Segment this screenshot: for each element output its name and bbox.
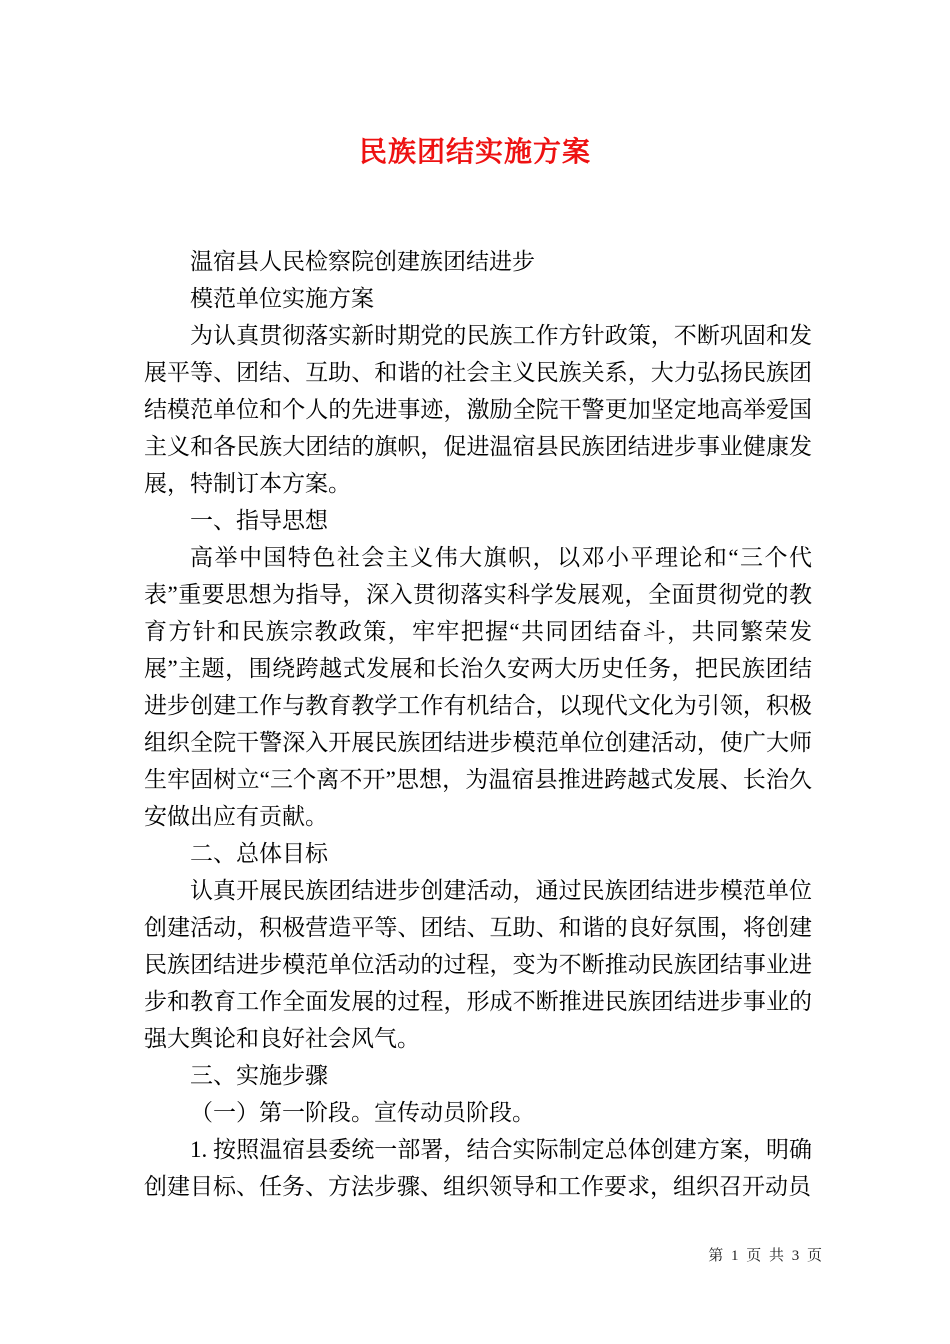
paragraph-step-1: 1. 按照温宿县委统一部署，结合实际制定总体创建方案，明确创建目标、任务、方法步骤、组织领导和工作要求，组织召开动员 [144,1137,812,1199]
document-body [144,243,812,1205]
paragraph-overall-goal: 认真开展民族团结进步创建活动，通过民族团结进步模范单位创建活动，积极营造平等、团结、互助、和谐的良好氛围，将创建民族团结进步模范单位活动的过程，变为不断推动民族团结事业进步和教育工作全面发展的过程，形成不断推进民族团结进步事业的强大舆论和良好社会风气。 [144,878,812,1051]
section-heading-2: 二、总体目标 [190,841,328,866]
doc-subtitle-line-1: 温宿县人民检察院创建族团结进步 [190,249,535,274]
section-heading-1: 一、指导思想 [190,508,328,533]
paragraph-intro: 为认真贯彻落实新时期党的民族工作方针政策，不断巩固和发展平等、团结、互助、和谐的社会主义民族关系，大力弘扬民族团结模范单位和个人的先进事迹，激励全院干警更加坚定地高举爱国主义和各民族大团结的旗帜，促进温宿县民族团结进步事业健康发展，特制订本方案。 [144,323,812,496]
paragraph-guiding-ideology: 高举中国特色社会主义伟大旗帜，以邓小平理论和“三个代表”重要思想为指导，深入贯彻落实科学发展观，全面贯彻党的教育方针和民族宗教政策，牢牢把握“共同团结奋斗，共同繁荣发展”主题，围绕跨越式发展和长治久安两大历史任务，把民族团结进步创建工作与教育教学工作有机结合，以现代文化为引领，积极组织全院干警深入开展民族团结进步模范单位创建活动，使广大师生牢固树立“三个离不开”思想，为温宿县推进跨越式发展、长治久安做出应有贡献。 [144,545,812,829]
section-heading-3: 三、实施步骤 [190,1063,328,1088]
page-number-label: 第 1 页 共 3 页 [708,1248,824,1264]
document-title: 民族团结实施方案 [358,137,591,168]
subsection-stage-1: （一）第一阶段。宣传动员阶段。 [190,1100,535,1125]
doc-subtitle-line-2: 模范单位实施方案 [190,286,374,311]
page-number-footer [708,1244,824,1265]
